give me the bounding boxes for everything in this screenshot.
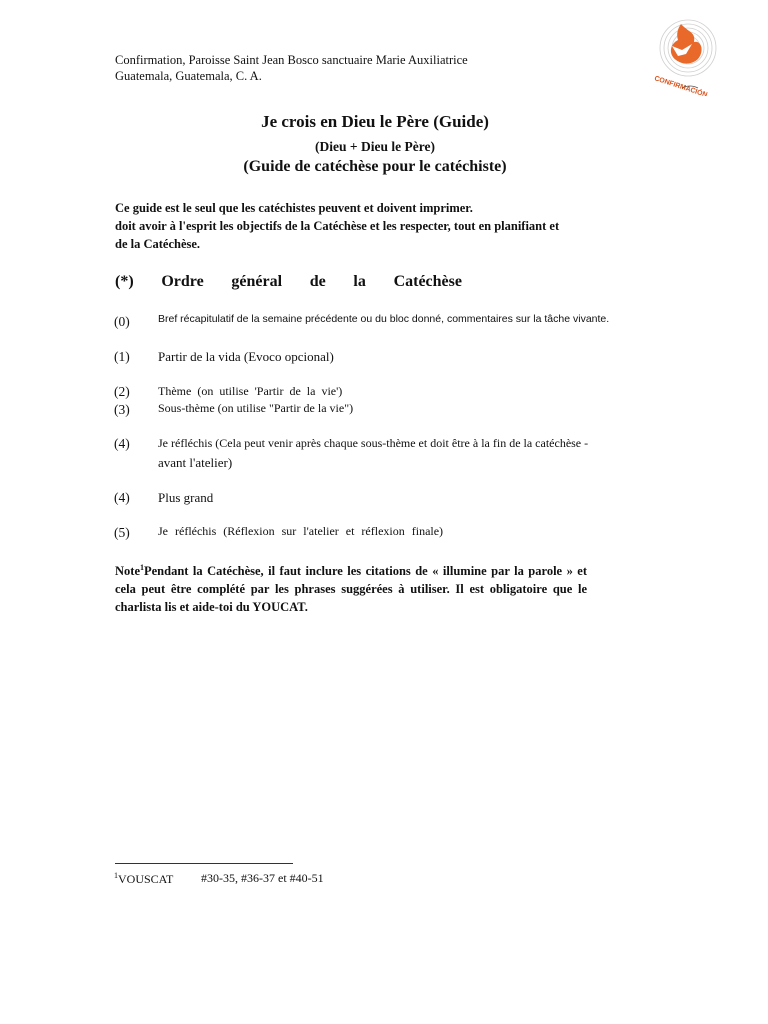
item-text: Thème (on utilise 'Partir de la vie') xyxy=(158,384,343,398)
note-label: Note xyxy=(115,564,140,579)
note-paragraph xyxy=(115,559,587,616)
document-header xyxy=(115,52,468,84)
item-number: (4) xyxy=(114,436,130,451)
item-number: (3) xyxy=(114,402,130,417)
intro-line-3: de la Catéchèse. xyxy=(115,237,201,251)
item-number: (5) xyxy=(114,525,130,540)
footnote-sup: 1 xyxy=(114,871,118,880)
item-number: (2) xyxy=(114,384,130,399)
item-text: Sous-thème (on utilise "Partir de la vie") xyxy=(158,401,354,415)
ordre-word: Ordre xyxy=(161,273,204,290)
confirmacion-logo xyxy=(648,18,720,96)
intro-line-2: doit avoir à l'esprit les objectifs de la Catéchèse et les respecter, tout en planifiant et xyxy=(115,219,560,233)
header-line-2: Guatemala, Guatemala, C. A. xyxy=(115,69,262,83)
item-text-continued: avant l'atelier) xyxy=(158,455,233,470)
ordre-word: général xyxy=(231,273,283,290)
guide-type: (Guide de catéchèse pour le catéchiste) xyxy=(243,158,507,175)
ordre-word: Catéchèse xyxy=(393,273,462,290)
item-text: Plus grand xyxy=(158,490,214,505)
item-number: (4) xyxy=(114,490,130,505)
item-text: Je réfléchis (Cela peut venir après chaque sous-thème et doit être à la fin de la catéchèse - xyxy=(158,436,589,450)
note-text: Pendant la Catéchèse, il faut inclure les citations de « illumine par la parole » et cela peut être complété par les phrases suggérées à utiliser. Il est obligatoire que le charlista lis et aide-toi du YOUCAT. xyxy=(115,564,587,615)
item-text: Bref récapitulatif de la semaine précédente ou du bloc donné, commentaires sur la tâche vivante. xyxy=(158,313,610,325)
item-text: Je réfléchis (Réflexion sur l'atelier et réflexion finale) xyxy=(158,524,444,538)
ordre-heading xyxy=(115,273,462,291)
note-sup: 1 xyxy=(140,563,144,572)
footnote-divider xyxy=(115,863,293,864)
footnote xyxy=(114,871,324,887)
guide-subtitle: (Dieu + Dieu le Père) xyxy=(315,139,435,154)
intro-paragraph xyxy=(115,199,585,253)
ordre-word: de xyxy=(309,273,326,290)
item-text: Partir de la vida (Evoco opcional) xyxy=(158,349,334,364)
logo-text: CONFIRMACIÓN xyxy=(653,75,709,96)
item-number: (1) xyxy=(114,349,130,364)
item-number: (0) xyxy=(114,314,130,329)
intro-line-1: Ce guide est le seul que les catéchistes peuvent et doivent imprimer. xyxy=(115,201,473,215)
header-line-1: Confirmation, Paroisse Saint Jean Bosco sanctuaire Marie Auxiliatrice xyxy=(115,53,468,67)
ordre-word: la xyxy=(353,273,366,290)
ordre-marker: (*) xyxy=(115,273,134,290)
footnote-label: VOUSCAT xyxy=(118,872,174,886)
guide-title: Je crois en Dieu le Père (Guide) xyxy=(261,112,489,131)
footnote-refs: #30-35, #36-37 et #40-51 xyxy=(201,871,324,885)
